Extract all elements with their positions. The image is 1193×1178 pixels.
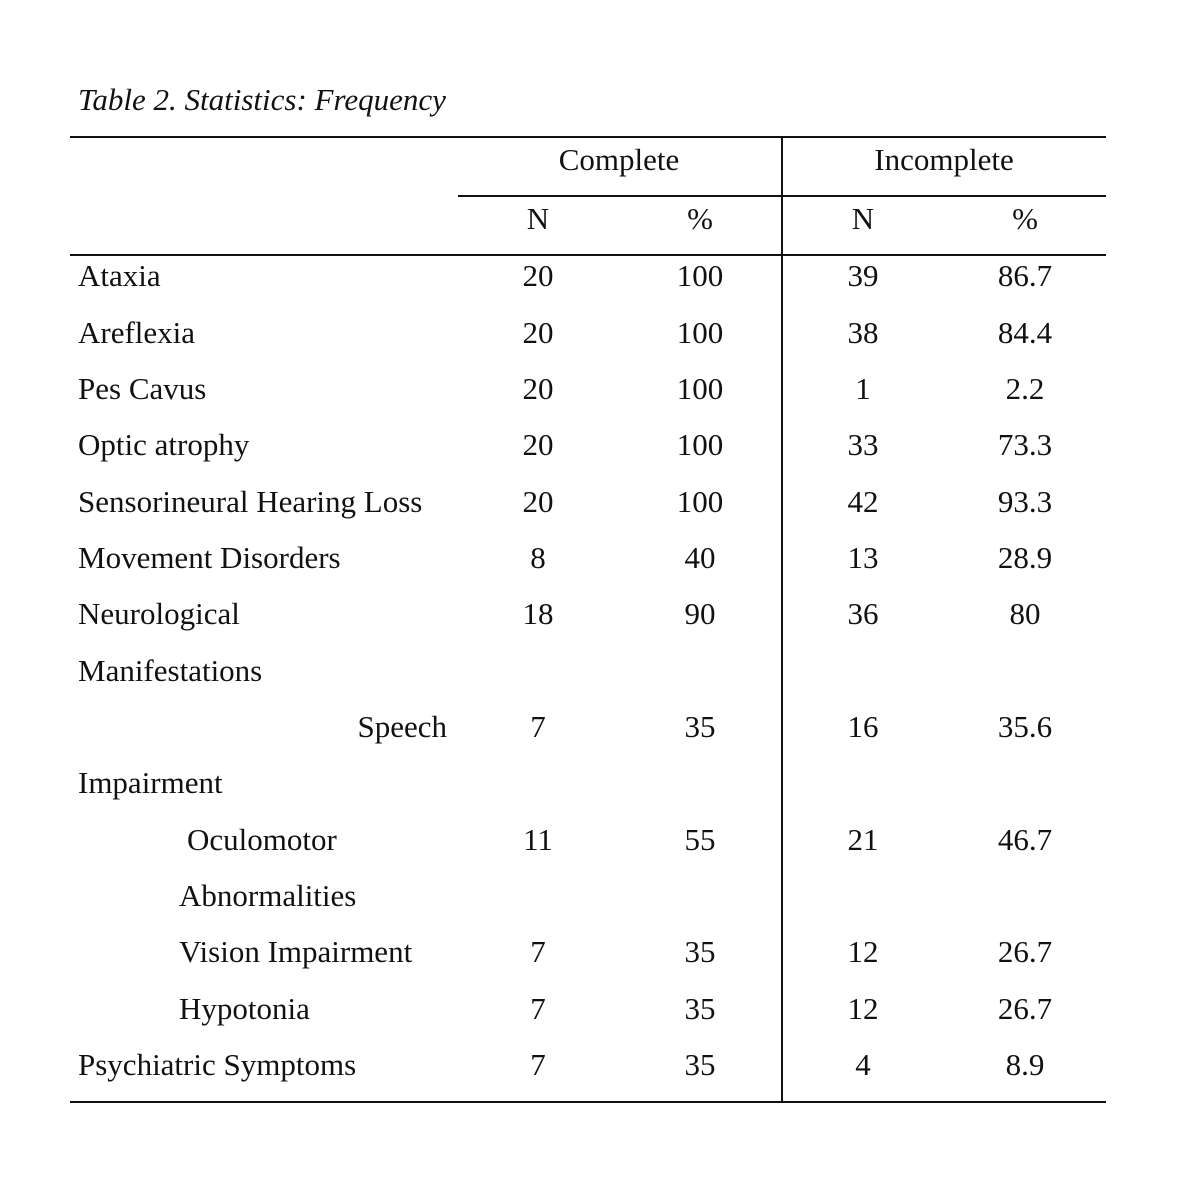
cell-complete-pct: 100: [676, 258, 724, 293]
cell-incomplete-n: 21: [847, 822, 879, 857]
cell-complete-n: 7: [530, 709, 546, 744]
row-label-line-1: Neurological: [78, 596, 240, 631]
row-label: Pes Cavus: [78, 371, 207, 406]
cell-complete-pct: 100: [676, 484, 724, 519]
row-label: Ataxia: [78, 258, 161, 293]
cell-complete-pct: 100: [676, 427, 724, 462]
cell-complete-n: 7: [530, 1047, 546, 1082]
cell-complete-n: 20: [522, 371, 554, 406]
row-label: Sensorineural Hearing Loss: [78, 484, 423, 519]
cell-complete-n: 11: [523, 822, 553, 857]
header-bottom-rule: [70, 254, 1106, 256]
subheader-incomplete-n: N: [851, 201, 875, 236]
row-label-line-1: Oculomotor: [187, 822, 337, 857]
cell-incomplete-pct: 26.7: [997, 934, 1053, 969]
cell-complete-pct: 35: [684, 991, 716, 1026]
cell-complete-n: 20: [522, 484, 554, 519]
row-label: Psychiatric Symptoms: [78, 1047, 357, 1082]
cell-incomplete-n: 33: [847, 427, 879, 462]
row-label-line-1: Speech: [357, 709, 447, 744]
row-label-line-2: Abnormalities: [179, 878, 357, 913]
cell-complete-pct: 35: [684, 934, 716, 969]
bottom-rule: [70, 1101, 1106, 1103]
cell-incomplete-pct: 2.2: [1005, 371, 1045, 406]
row-label-line-2: Impairment: [78, 765, 223, 800]
cell-complete-n: 8: [530, 540, 546, 575]
cell-incomplete-n: 12: [847, 934, 879, 969]
subheader-complete-pct: %: [687, 201, 713, 236]
cell-complete-pct: 40: [684, 540, 716, 575]
group-header-complete: Complete: [558, 142, 680, 177]
top-rule: [70, 136, 1106, 138]
row-label: Optic atrophy: [78, 427, 250, 462]
cell-incomplete-n: 4: [855, 1047, 871, 1082]
cell-incomplete-pct: 46.7: [997, 822, 1053, 857]
cell-complete-pct: 100: [676, 315, 724, 350]
cell-complete-n: 20: [522, 315, 554, 350]
row-label-line-2: Manifestations: [78, 653, 263, 688]
cell-incomplete-n: 1: [855, 371, 871, 406]
group-divider: [781, 137, 783, 1102]
cell-incomplete-pct: 35.6: [997, 709, 1053, 744]
cell-incomplete-pct: 93.3: [997, 484, 1053, 519]
cell-incomplete-n: 36: [847, 596, 879, 631]
cell-incomplete-n: 12: [847, 991, 879, 1026]
table-caption: Table 2. Statistics: Frequency: [78, 82, 446, 117]
cell-complete-n: 18: [522, 596, 554, 631]
cell-complete-n: 7: [530, 991, 546, 1026]
cell-complete-pct: 35: [684, 709, 716, 744]
cell-incomplete-n: 38: [847, 315, 879, 350]
cell-incomplete-pct: 8.9: [1005, 1047, 1045, 1082]
cell-incomplete-pct: 80: [1009, 596, 1041, 631]
cell-complete-pct: 55: [684, 822, 716, 857]
cell-complete-n: 7: [530, 934, 546, 969]
cell-complete-n: 20: [522, 427, 554, 462]
subheader-complete-n: N: [526, 201, 550, 236]
subheader-incomplete-pct: %: [1012, 201, 1038, 236]
cell-incomplete-n: 16: [847, 709, 879, 744]
cell-incomplete-n: 42: [847, 484, 879, 519]
cell-complete-n: 20: [522, 258, 554, 293]
cell-incomplete-pct: 73.3: [997, 427, 1053, 462]
row-label: Movement Disorders: [78, 540, 341, 575]
cell-incomplete-n: 13: [847, 540, 879, 575]
group-header-incomplete: Incomplete: [874, 142, 1014, 177]
cell-complete-pct: 90: [684, 596, 716, 631]
cell-incomplete-pct: 26.7: [997, 991, 1053, 1026]
row-label: Areflexia: [78, 315, 196, 350]
cell-incomplete-pct: 86.7: [997, 258, 1053, 293]
cell-incomplete-pct: 28.9: [997, 540, 1053, 575]
row-label: Vision Impairment: [179, 934, 413, 969]
cell-complete-pct: 35: [684, 1047, 716, 1082]
row-label: Hypotonia: [179, 991, 310, 1026]
cell-incomplete-pct: 84.4: [997, 315, 1053, 350]
cell-complete-pct: 100: [676, 371, 724, 406]
cell-incomplete-n: 39: [847, 258, 879, 293]
